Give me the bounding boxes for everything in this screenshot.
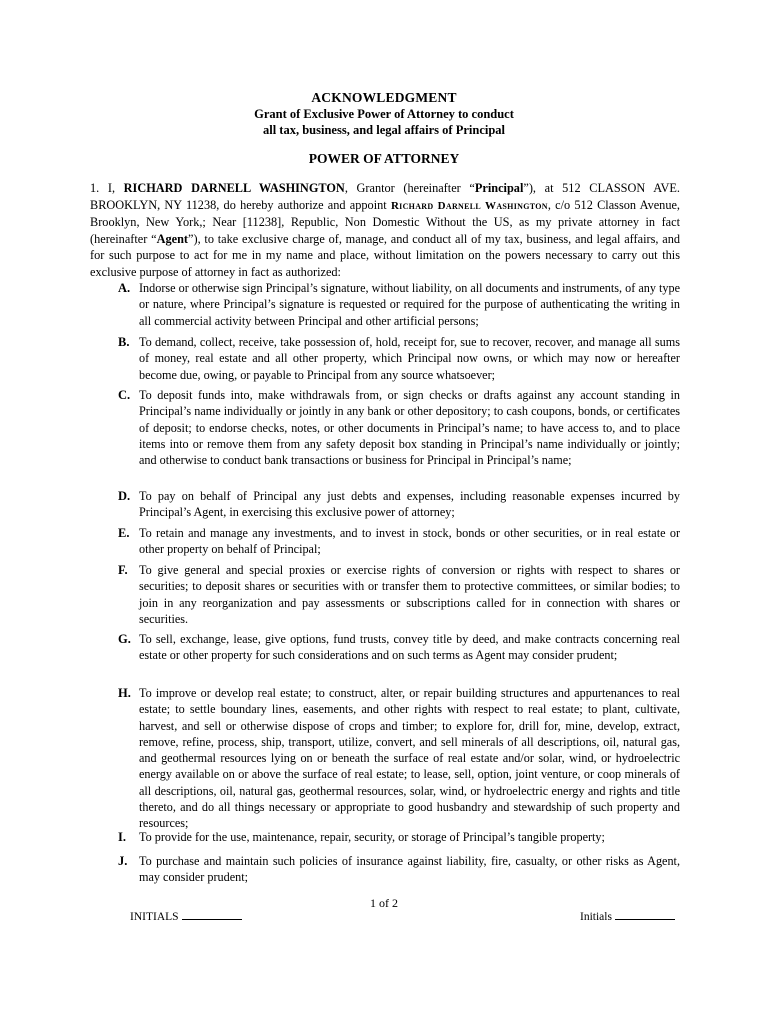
initials-label-left: INITIALS <box>130 911 179 923</box>
list-item-d <box>118 488 680 521</box>
list-item-letter: H. <box>118 686 131 700</box>
intro-text-4: , c/o 512 Classon Avenue, Brooklyn, New York,; Near [11238], Republic, Non Domestic Without the US, as my private attorney in fact (hereinafter “ <box>90 197 681 246</box>
intro-text-2: , Grantor (hereinafter “ <box>344 181 475 195</box>
list-item-text: Indorse or otherwise sign Principal’s signature, without liability, on all documents and instruments, of any type or nature, where Principal’s signature is requested or required for the purpose of authenticating the writing in all commercial activity between Principal and other artificial persons; <box>139 281 680 328</box>
list-item-text: To deposit funds into, make withdrawals from, or sign checks or drafts against any account standing in Principal’s name individually or jointly in any bank or other depository; to cash coupons, bonds, or certificates of deposit; to endorse checks, notes, or other documents in Principal’s name; to have access to, and to place items into or remove them from any safety deposit box standing in Principal’s name individually or jointly; and otherwise to conduct bank transactions or business for Principal in Principal’s name; <box>139 388 680 468</box>
page-number: 1 of 2 <box>370 896 398 910</box>
list-item-letter: D. <box>118 489 131 503</box>
initials-blank-left <box>182 909 242 920</box>
initials-blank-right <box>615 909 675 920</box>
list-item-h <box>118 685 680 832</box>
document-subheading-line1: Grant of Exclusive Power of Attorney to conduct <box>254 107 514 121</box>
document-subheading-line2: all tax, business, and legal affairs of Principal <box>262 123 506 137</box>
list-item-letter: C. <box>118 388 131 402</box>
list-item-b <box>118 334 680 383</box>
list-item-g <box>118 631 680 664</box>
list-item-f <box>118 562 680 627</box>
principal-term: Principal <box>474 181 524 195</box>
list-item-i <box>118 829 680 845</box>
list-item-letter: G. <box>118 632 131 646</box>
document-heading: ACKNOWLEDGMENT <box>311 90 457 105</box>
list-item-letter: B. <box>118 335 130 349</box>
intro-paragraph <box>90 180 680 281</box>
intro-text-5: ”), to take exclusive charge of, manage, and conduct all of my tax, business, and legal affairs, and for such purpose to act for me in my name and place, without limitation on the powers necessary to carry out this exclusive purpose of attorney in fact as authorized: <box>90 231 681 279</box>
list-item-text: To demand, collect, receive, take possession of, hold, receipt for, sue to recover, recover, and manage all sums of money, real estate and all other property, which Principal now owns, or which may now or hereafter become due, owing, or payable to Principal from any source whatsoever; <box>139 335 680 382</box>
grantor-name: RICHARD DARNELL WASHINGTON <box>123 181 345 195</box>
intro-text-3: ”), at 512 CLASSON AVE. BROOKLYN, NY 11238, do hereby authorize and appoint <box>90 181 680 212</box>
agent-term: Agent <box>156 231 189 246</box>
list-item-letter: F. <box>118 563 128 577</box>
list-item-text: To pay on behalf of Principal any just debts and expenses, including reasonable expenses incurred by Principal’s Agent, in exercising this exclusive power of attorney; <box>139 489 680 520</box>
list-item-text: To sell, exchange, lease, give options, fund trusts, convey title by deed, and make contracts concerning real estate or other property for such considerations and on such terms as Agent may consider prudent; <box>139 632 680 663</box>
list-item-letter: I. <box>118 830 126 844</box>
list-item-letter: A. <box>118 281 131 295</box>
initials-field-left <box>130 909 242 923</box>
list-item-text: To give general and special proxies or exercise rights of conversion or rights with respect to shares or securities; to deposit shares or securities with or transfer them to protective committees, or similar bodies; to join in any reorganization and pay assessments or subscriptions called for in connection with shares or securities. <box>139 563 680 626</box>
document-title: POWER OF ATTORNEY <box>308 151 460 166</box>
initials-label-right: Initials <box>580 911 612 923</box>
list-item-text: To provide for the use, maintenance, repair, security, or storage of Principal’s tangible property; <box>139 830 605 844</box>
agent-name: Richard Darnell Washington <box>390 199 548 212</box>
list-item-text: To improve or develop real estate; to construct, alter, or repair building structures and appurtenances to real estate; to settle boundary lines, easements, and other rights with respect to real estate; to plant, cultivate, harvest, and sell or otherwise dispose of crops and timber; to explore for, drill for, mine, develop, extract, remove, refine, process, ship, transport, utilize, convert, and sell minerals of all descriptions, oil, natural gas, and geothermal resources lying on or beneath the surface of real estate and/or solar, wind, or hydroelectric energy available on or above the surface of real estate; to lease, sell, option, joint venture, or coop minerals of all descriptions, oil, natural gas, geothermal resources, solar, wind, or hydroelectric energy and rights and title thereto, and do all things necessary or appropriate to good husbandry and stewardship of such property and resources; <box>139 686 680 831</box>
list-item-j <box>118 853 680 886</box>
list-item-a <box>118 280 680 329</box>
intro-text-1: 1. I, <box>90 181 124 195</box>
list-item-text: To purchase and maintain such policies of insurance against liability, fire, casualty, or other risks as Agent, may consider prudent; <box>139 854 680 885</box>
list-item-letter: E. <box>118 526 130 540</box>
initials-field-right <box>580 909 675 923</box>
list-item-c <box>118 387 680 468</box>
list-item-letter: J. <box>118 854 128 868</box>
list-item-text: To retain and manage any investments, and to invest in stock, bonds or other securities, or in real estate or other property on behalf of Principal; <box>139 526 680 557</box>
list-item-e <box>118 525 680 558</box>
